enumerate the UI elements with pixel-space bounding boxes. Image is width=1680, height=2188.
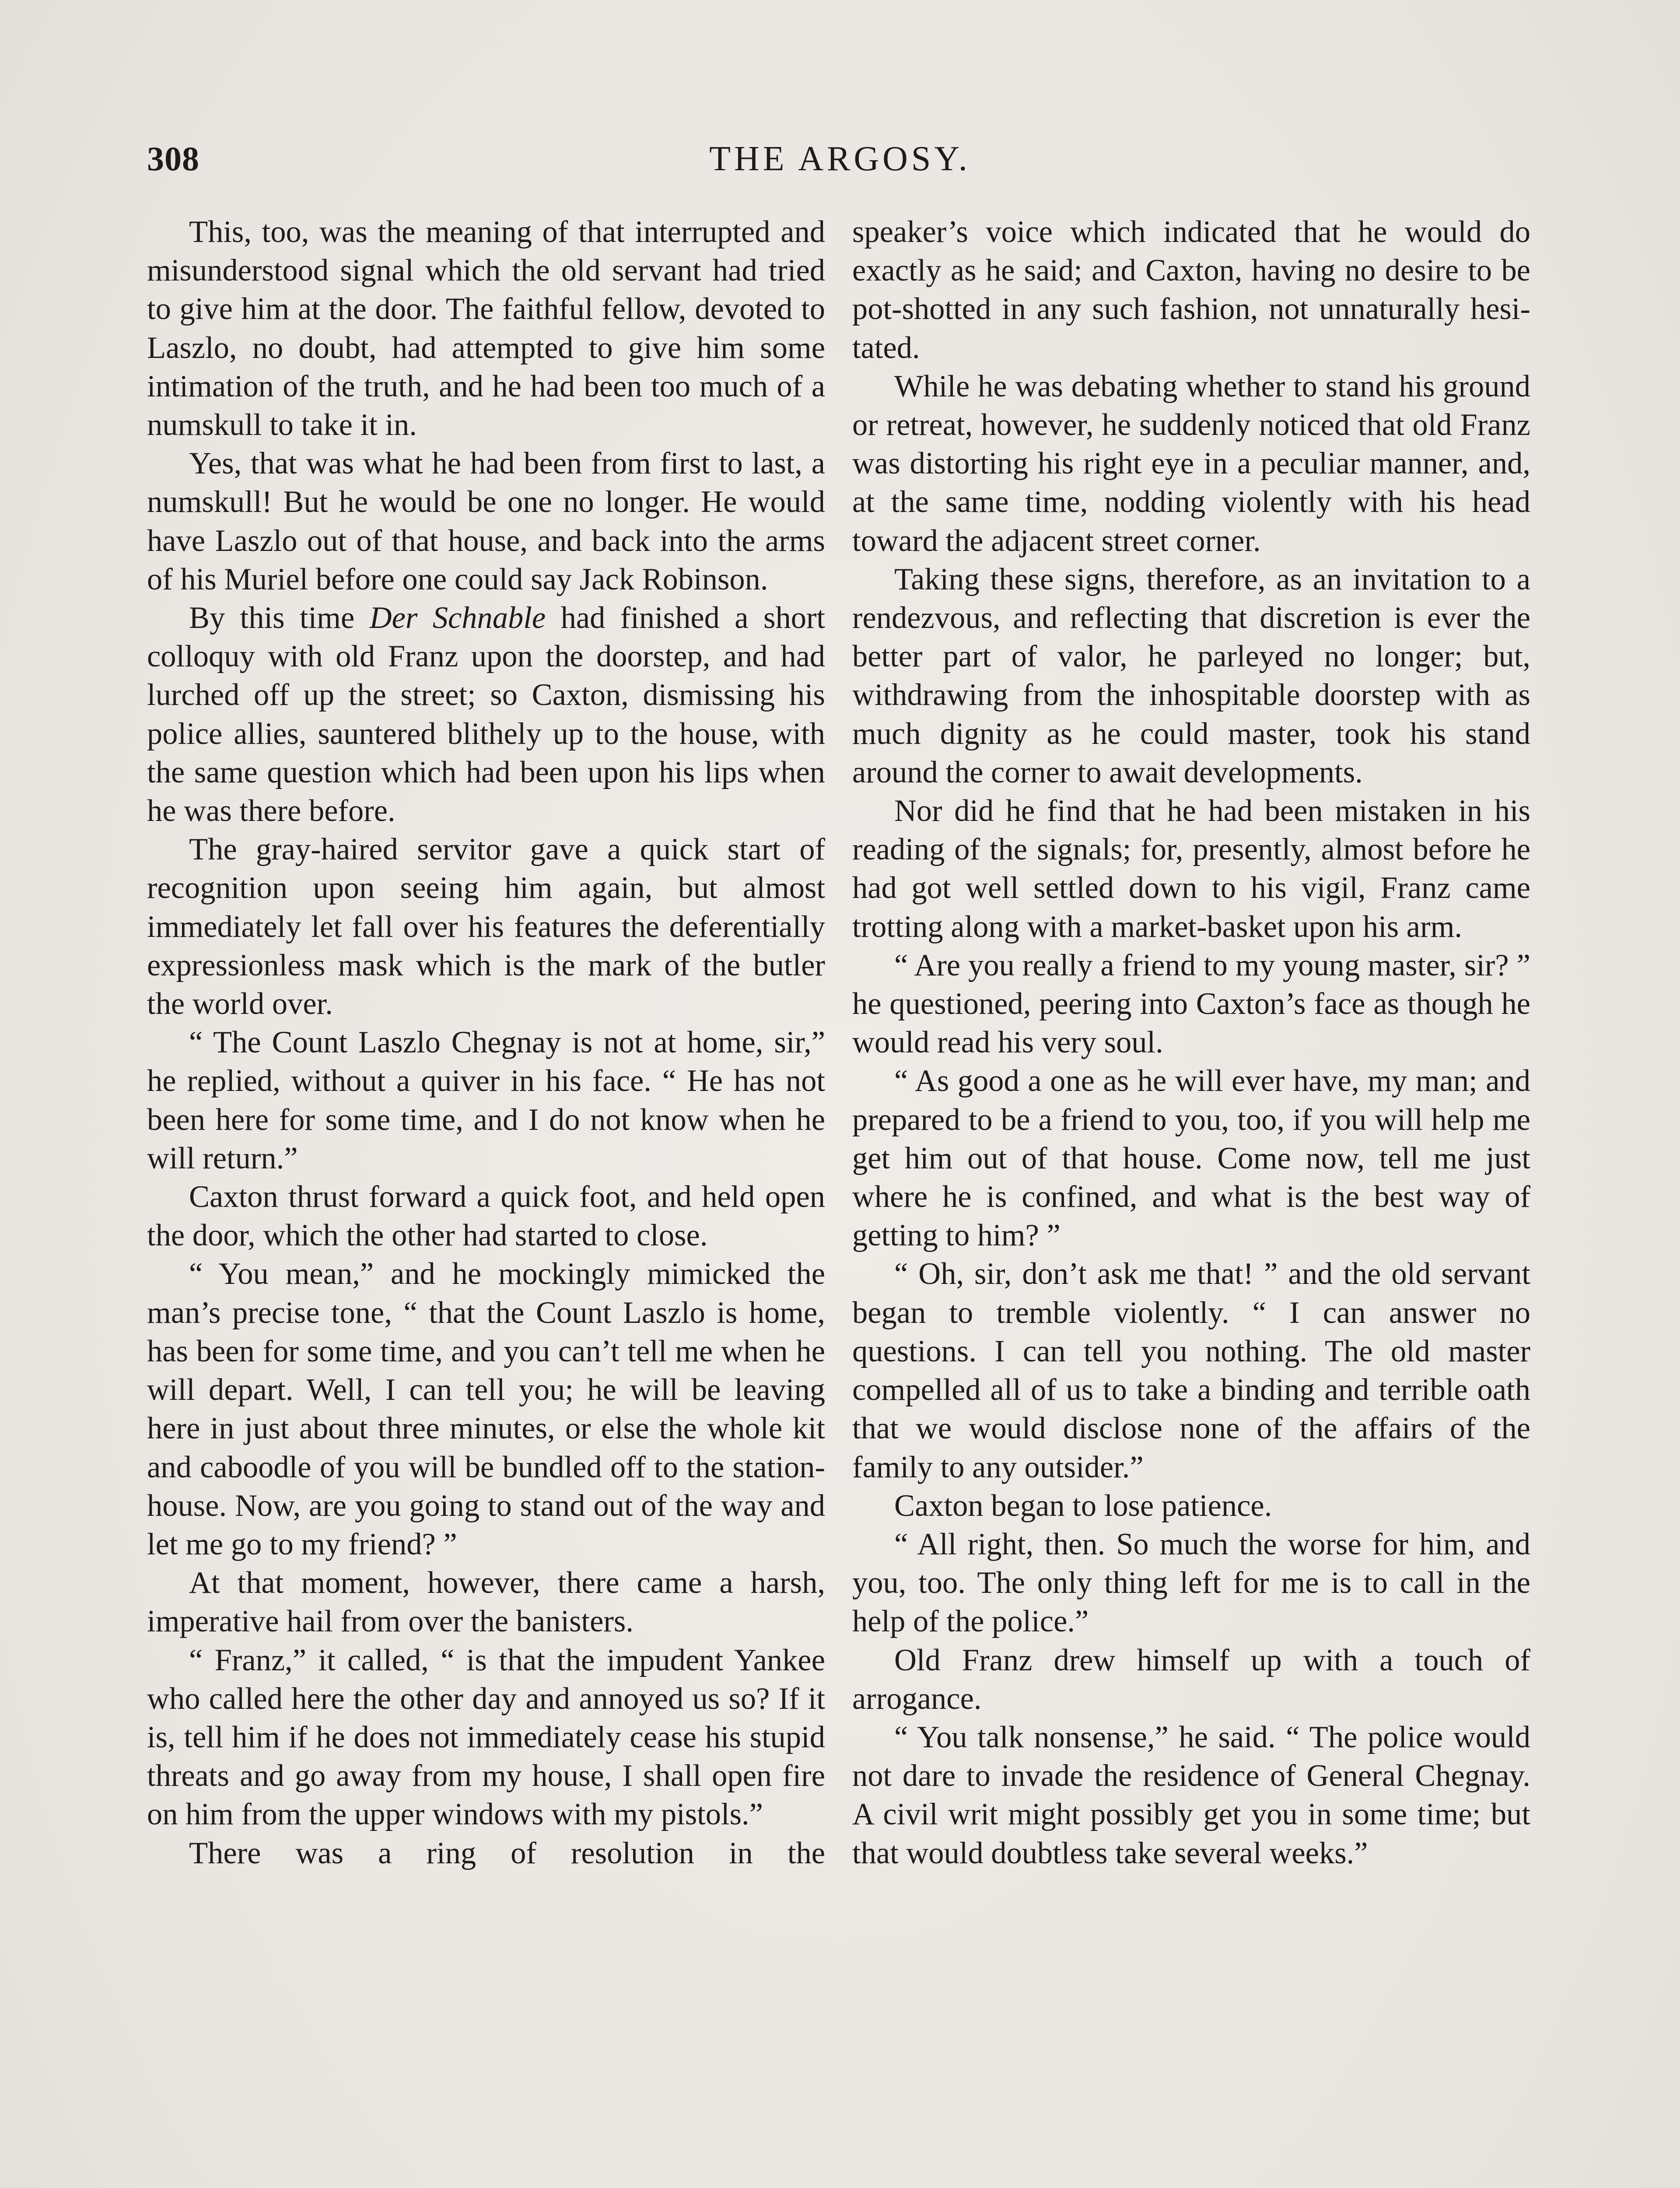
paragraph: This, too, was the meaning of that interrupted and misunderstood signal which the old servant had tried to give him at the door. The faithful fellow, devoted to Laszlo, no doubt, had attempted to give him some intimation of the truth, and he had been too much of a numskull to take it in.: [147, 215, 825, 442]
paragraph: Yes, that was what he had been from first to last, a numskull! But he would be one no longer. He would have Laszlo out of that house, and back into the arms of his Muriel before one could say Jack Robinson.: [147, 446, 825, 596]
page-number: 308: [147, 140, 200, 178]
paragraph: “ Are you really a friend to my young master, sir? ” he questioned, peering into Caxton’s face as though he would read his very soul.: [852, 948, 1530, 1060]
paragraph: Caxton thrust forward a quick foot, and held open the door, which the other had started to close.: [147, 1180, 825, 1253]
paragraph: Caxton began to lose patience.: [894, 1488, 1272, 1523]
journal-title: THE ARGOSY.: [709, 140, 971, 178]
paragraph: While he was debating whether to stand his ground or retreat, however, he suddenly noticed that old Franz was distorting his right eye in a peculiar manner, and, at the same time, nodding violently with his head toward the adjacent street corner.: [852, 369, 1530, 558]
paragraph: At that moment, however, there came a harsh, imperative hail from over the banisters.: [147, 1566, 825, 1639]
paragraph: “ Franz,” it called, “ is that the impudent Yankee who called here the other day and annoyed us so? If it is, tell him if he does not immediately cease his stupid threats and go away from my house, I shall open fire on him from the upper windows with my pistols.”: [147, 1643, 825, 1832]
paragraph: “ You talk nonsense,” he said. “ The police would not dare to invade the residence of General Chegnay. A civil writ might possibly get you in some time; but that would doubtless take several weeks.”: [852, 1720, 1530, 1870]
paragraph: Nor did he find that he had been mistaken in his reading of the signals; for, presently, almost before he had got well settled down to his vigil, Franz came trotting along with a market-basket upon his arm.: [852, 794, 1530, 944]
emphasized-name: Der Schnable: [369, 601, 546, 635]
paragraph: “ As good a one as he will ever have, my man; and prepared to be a friend to you, too, if you will help me get him out of that house. Come now, tell me just where he is confined, and what is the best way of getting to him? ”: [852, 1064, 1530, 1253]
paragraph: “ Oh, sir, don’t ask me that! ” and the old servant began to tremble violently. “ I can answer no questions. I can tell you nothing. The old master compelled all of us to take a binding and terrible oath that we would disclose none of the affairs of the family to any outsider.”: [852, 1257, 1530, 1484]
paragraph: By this time Der Schnable had finished a short colloquy with old Franz upon the doorstep, and had lurched off up the street; so Caxton, dismissing his police allies, sauntered blithely up to the house, with the same question which had been upon his lips when he was there before.: [147, 601, 826, 828]
text-column-right: [852, 213, 1530, 1872]
paragraph: The gray-haired servitor gave a quick start of recognition upon seeing him again, but almost immediately let fall over his features the deferentially expressionless mask which is the mark of the butler the world over.: [147, 832, 825, 1021]
running-head: [147, 139, 1533, 183]
paragraph: Taking these signs, therefore, as an invitation to a rendezvous, and reflecting that discretion is ever the better part of valor, he parleyed no longer; but, withdrawing from the inhospitable doorstep with as much dignity as he could master, took his stand around the corner to await developments.: [852, 562, 1530, 789]
paragraph: “ All right, then. So much the worse for him, and you, too. The only thing left for me is to call in the help of the police.”: [852, 1527, 1530, 1639]
paragraph: There was a ring of resolution in the: [189, 1836, 825, 1870]
paragraph-continued: speaker’s voice which indicated that he would do exactly as he said; and Caxton, having no desire to be pot-shotted in any such fashion, not unnaturally hesitated.: [852, 215, 1530, 365]
paragraph: “ The Count Laszlo Chegnay is not at home, sir,” he replied, without a quiver in his face. “ He has not been here for some time, and I do not know when he will return.”: [147, 1025, 825, 1175]
paragraph: Old Franz drew himself up with a touch of arrogance.: [852, 1643, 1530, 1716]
paragraph: “ You mean,” and he mockingly mimicked the man’s precise tone, “ that the Count Laszlo is home, has been for some time, and you can’t tell me when he will depart. Well, I can tell you; he will be leaving here in just about three minutes, or else the whole kit and caboodle of you will be bundled off to the station-house. Now, are you going to stand out of the way and let me go to my friend? ”: [147, 1257, 825, 1561]
text-column-left: [147, 213, 825, 1872]
